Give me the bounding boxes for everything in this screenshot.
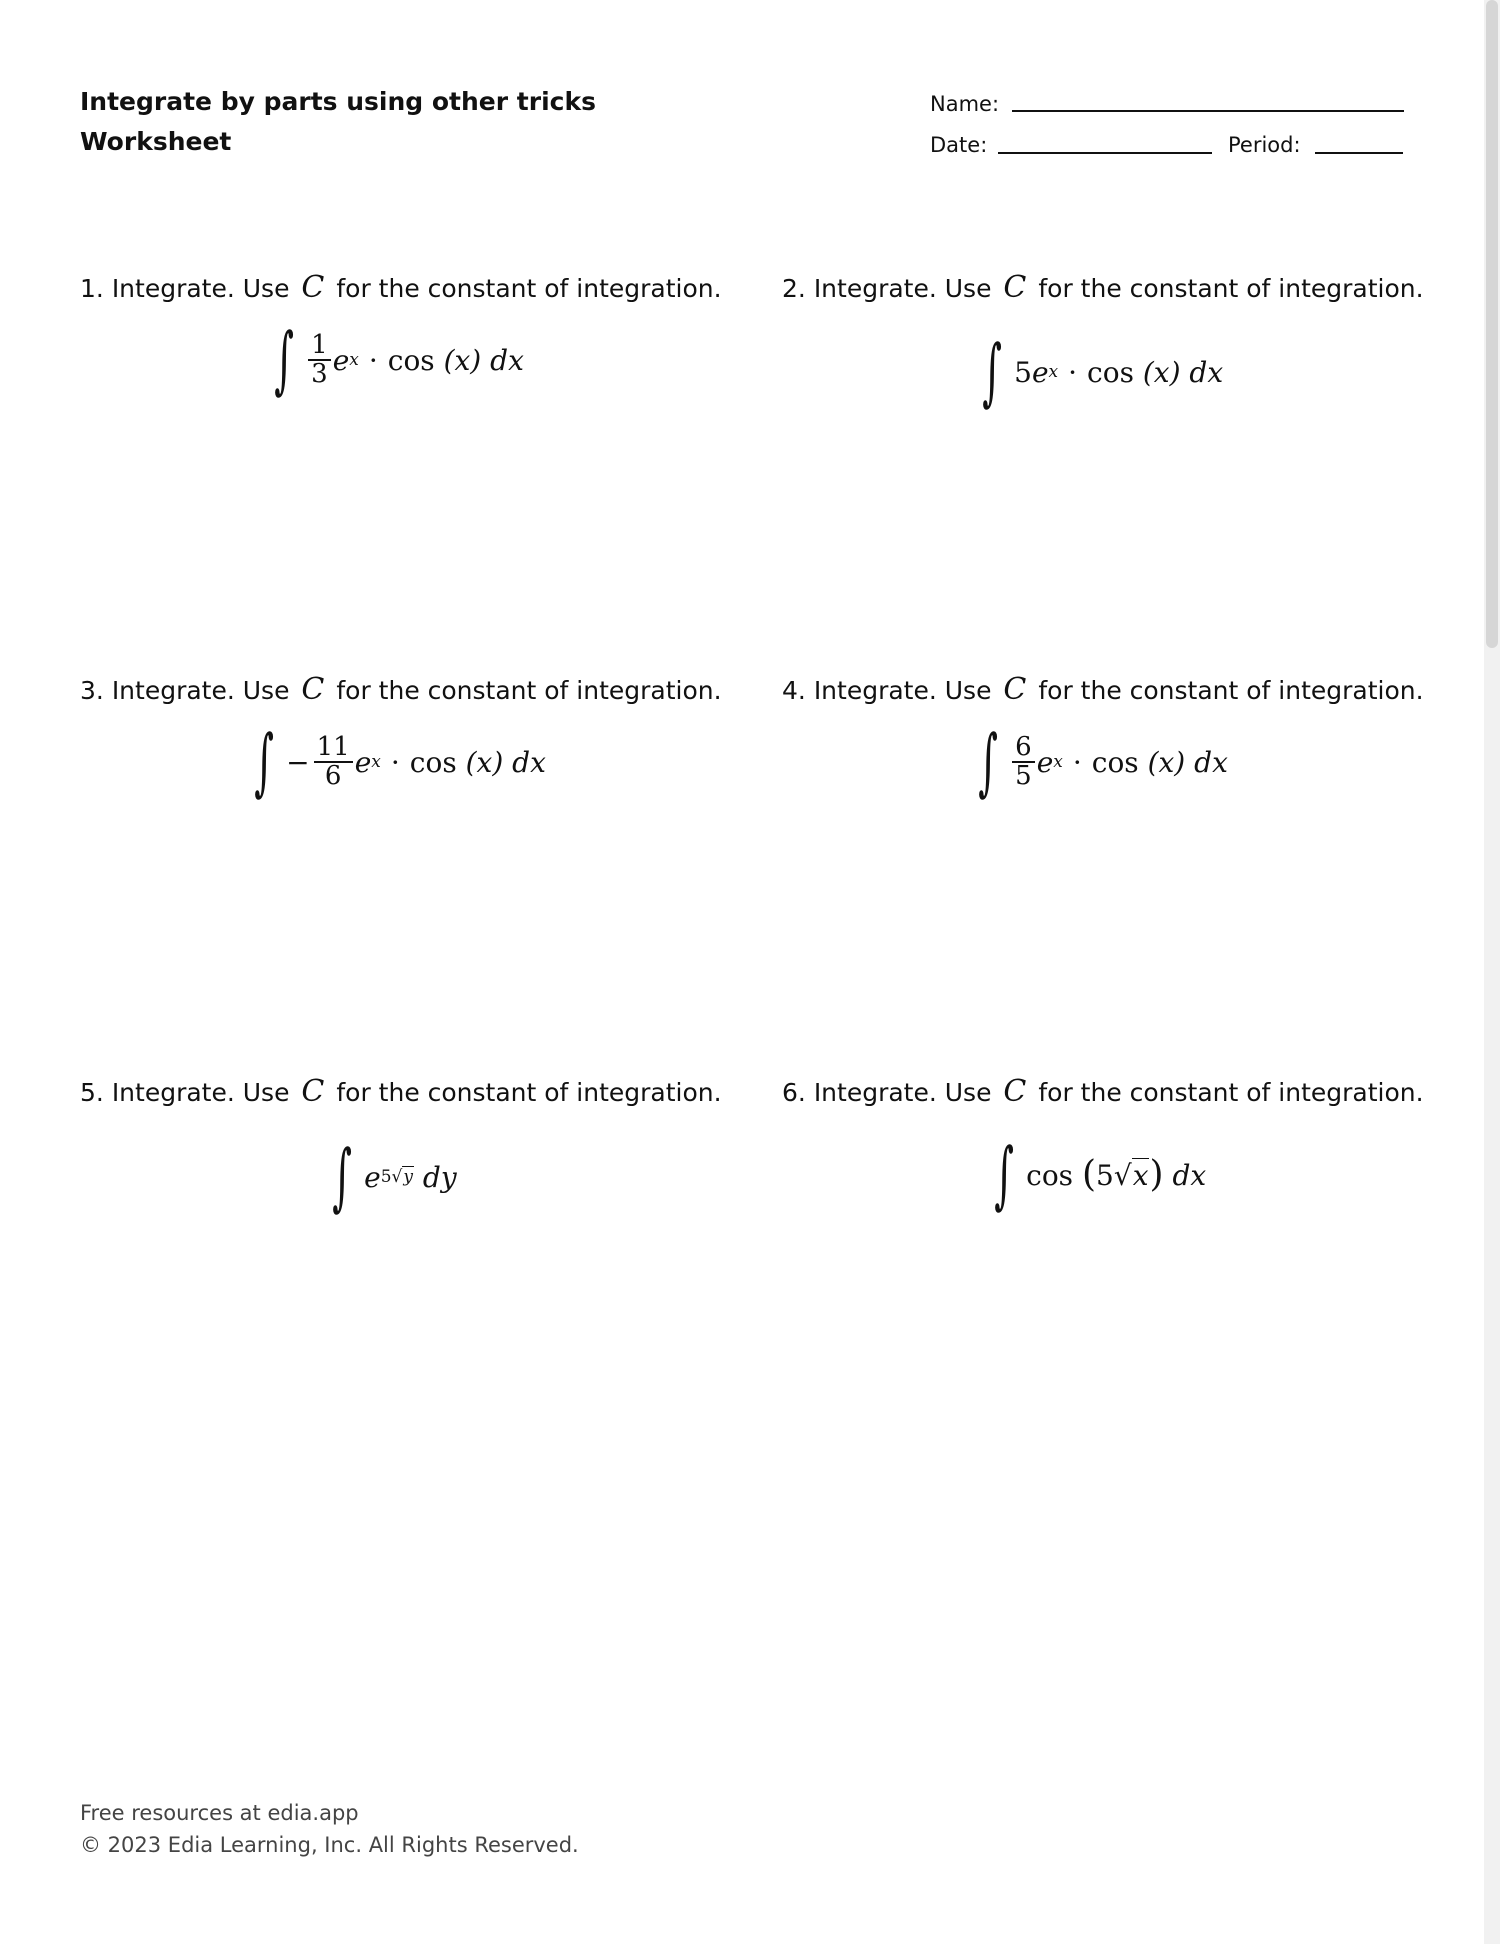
problem-5 (80, 1074, 720, 1109)
integral-expression-2: ∫ 5 e x · cos (x) dx (982, 328, 1224, 414)
integral-sign: ∫ (274, 317, 294, 403)
date-label: Date: (930, 133, 988, 157)
period-field-line[interactable] (1315, 152, 1403, 154)
problem-number: 3. (80, 676, 104, 705)
constant-variable: C (1003, 1074, 1027, 1109)
problem-number: 5. (80, 1078, 104, 1107)
integral-sign: ∫ (254, 719, 274, 805)
scrollbar-thumb[interactable] (1486, 0, 1498, 648)
coefficient-fraction: $\frac{1}{3}$ (308, 332, 331, 389)
integral-sign: ∫ (994, 1131, 1014, 1217)
integral-sign: ∫ (978, 719, 998, 805)
radical-sign: √ (1113, 1158, 1132, 1192)
problem-1 (80, 270, 720, 305)
problem-number: 6. (782, 1078, 806, 1107)
worksheet-title (80, 82, 596, 162)
footer-copyright: © 2023 Edia Learning, Inc. All Rights Reserved. (80, 1833, 579, 1857)
constant-variable: C (1003, 672, 1027, 707)
period-label: Period: (1228, 133, 1301, 157)
problem-number: 1. (80, 274, 104, 303)
problem-prompt: 5. Integrate. Use C for the constant of integration. (80, 1074, 722, 1109)
integral-sign: ∫ (332, 1133, 352, 1219)
exponent-radical: 5√y (380, 1167, 413, 1187)
name-field-line[interactable] (1012, 110, 1404, 112)
minus-sign: − (286, 745, 310, 779)
scrollbar[interactable] (1484, 0, 1500, 1944)
title-line-2: Worksheet (80, 127, 232, 156)
problem-number: 2. (782, 274, 806, 303)
coefficient-fraction: $\frac{6}{5}$ (1012, 734, 1035, 791)
problem-prompt: 6. Integrate. Use C for the constant of integration. (782, 1074, 1424, 1109)
title-line-1: Integrate by parts using other tricks (80, 87, 596, 116)
footer-resources: Free resources at edia.app (80, 1801, 359, 1825)
integral-expression-3: ∫ − $\frac{11}{6}$ e x · cos (x) dx (254, 719, 546, 805)
integral-expression-6: ∫ cos ( 5 √ x ) dx (994, 1131, 1207, 1217)
problem-prompt: 3. Integrate. Use C for the constant of integration. (80, 672, 722, 707)
integral-sign: ∫ (982, 328, 1002, 414)
integral-expression-4: ∫ $\frac{6}{5}$ e x · cos (x) dx (978, 719, 1228, 805)
problem-3 (80, 672, 720, 707)
problem-2 (782, 270, 1422, 305)
name-label: Name: (930, 92, 1000, 116)
constant-variable: C (301, 672, 325, 707)
constant-variable: C (301, 1074, 325, 1109)
constant-variable: C (301, 270, 325, 305)
problem-4 (782, 672, 1422, 707)
problem-prompt: 2. Integrate. Use C for the constant of integration. (782, 270, 1424, 305)
coefficient-fraction: $\frac{11}{6}$ (314, 734, 353, 791)
integral-expression-5: ∫ e 5√y dy (332, 1133, 457, 1219)
problem-prompt: 4. Integrate. Use C for the constant of integration. (782, 672, 1424, 707)
constant-variable: C (1003, 270, 1027, 305)
problem-prompt: 1. Integrate. Use C for the constant of integration. (80, 270, 722, 305)
problem-6 (782, 1074, 1422, 1109)
date-field-line[interactable] (998, 152, 1212, 154)
problem-number: 4. (782, 676, 806, 705)
integral-expression-1: ∫ $\frac{1}{3}$ e x · cos (x) dx (274, 317, 524, 403)
